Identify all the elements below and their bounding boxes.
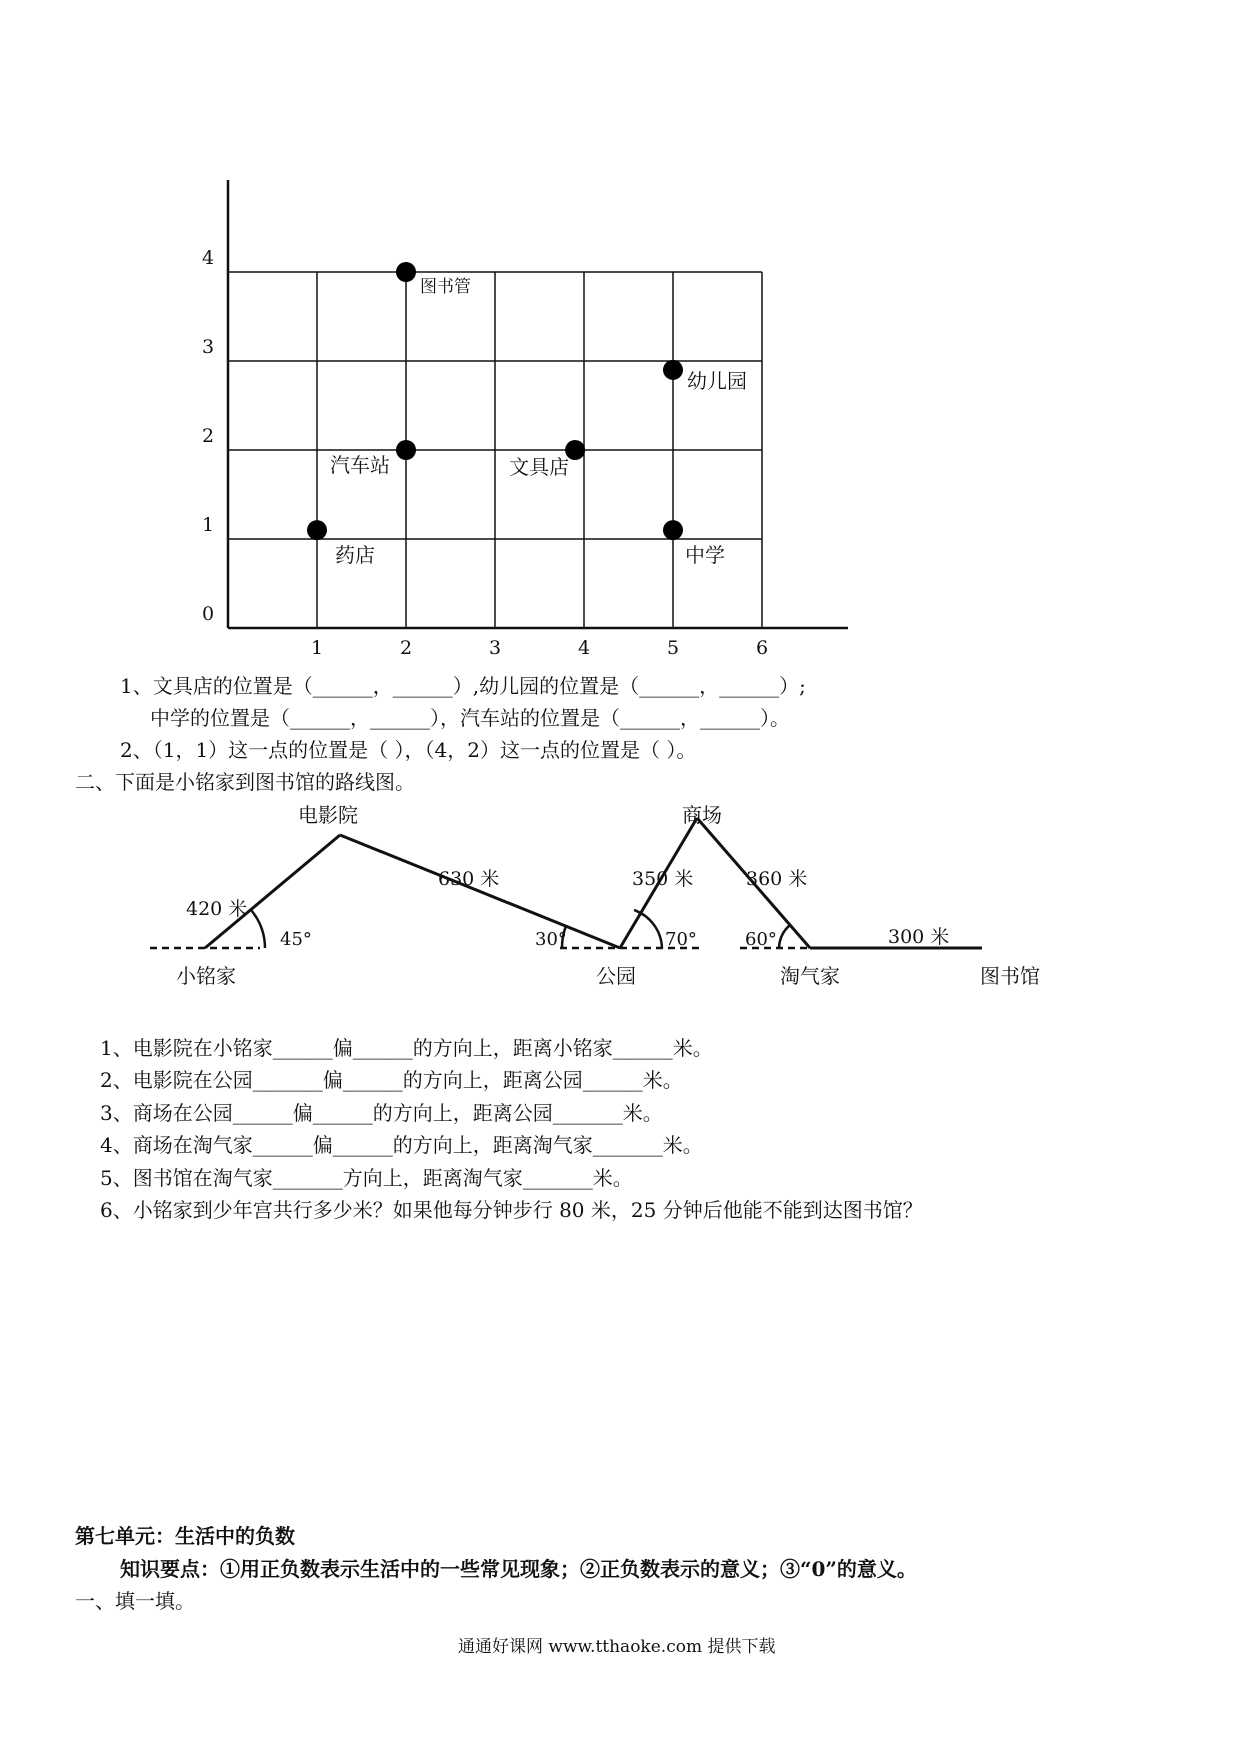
route-home-cinema	[205, 835, 340, 948]
label-home: 小铭家	[176, 964, 236, 988]
route-question-5: 5、图书馆在淘气家_______方向上，距离淘气家_______米。	[100, 1166, 633, 1190]
x-tick-label: 4	[578, 637, 591, 659]
distance-350: 350 米	[632, 868, 694, 890]
q1-line2: 中学的位置是（______，______），汽车站的位置是（______，______）。	[150, 706, 790, 730]
unit7-key-points: 知识要点：①用正负数表示生活中的一些常见现象；②正负数表示的意义；③“0”的意义。	[120, 1557, 917, 1581]
y-tick-label: 4	[202, 247, 215, 269]
route-question-6: 6、小铭家到少年宫共行多少米？如果他每分钟步行 80 米，25 分钟后他能不能到达图书馆？	[100, 1198, 923, 1222]
point-label: 图书管	[420, 277, 471, 297]
route-question-4: 4、商场在淘气家______偏______的方向上，距离淘气家_______米。	[100, 1133, 703, 1157]
label-library: 图书馆	[980, 964, 1040, 988]
q1-line1: 1、文具店的位置是（______，______）,幼儿园的位置是（______，______）;	[120, 674, 806, 698]
x-tick-label: 6	[756, 637, 769, 659]
y-tick-label: 3	[202, 336, 215, 358]
route-question-1: 1、电影院在小铭家______偏______的方向上，距离小铭家______米。	[100, 1036, 713, 1060]
angle-arc-45	[251, 910, 265, 948]
route-question-2: 2、电影院在公园_______偏______的方向上，距离公园______米。	[100, 1068, 683, 1092]
point-label: 中学	[685, 543, 725, 568]
angle-45: 45°	[280, 929, 312, 950]
angle-70: 70°	[665, 929, 697, 950]
x-tick-label: 3	[489, 637, 502, 659]
point-label: 汽车站	[330, 453, 390, 477]
angle-30: 30°	[535, 929, 567, 950]
point-label: 文具店	[509, 455, 570, 479]
route-cinema-park	[340, 835, 620, 948]
q2: 2、（1，1）这一点的位置是（ ），（4，2）这一点的位置是（ ）。	[120, 738, 697, 762]
route-question-3: 3、商场在公园______偏______的方向上，距离公园_______米。	[100, 1101, 663, 1125]
angle-60: 60°	[745, 929, 777, 950]
distance-300: 300 米	[888, 926, 950, 948]
angle-arc-60	[779, 925, 790, 948]
label-cinema: 电影院	[298, 803, 358, 827]
distance-360: 360 米	[746, 868, 808, 890]
point-label: 药店	[335, 543, 375, 568]
x-tick-label: 1	[311, 637, 324, 659]
y-tick-label: 0	[202, 603, 215, 625]
x-tick-label: 2	[400, 637, 413, 659]
section2-heading: 二、下面是小铭家到图书馆的路线图。	[75, 770, 415, 794]
unit7-fill-heading: 一、填一填。	[75, 1589, 195, 1613]
label-taoqi: 淘气家	[780, 964, 840, 988]
y-tick-label: 1	[202, 514, 215, 536]
unit7-title: 第七单元：生活中的负数	[75, 1524, 295, 1548]
label-mall: 商场	[682, 803, 722, 827]
point-label: 幼儿园	[687, 368, 747, 393]
distance-420: 420 米	[186, 898, 248, 920]
footer: 通通好课网 www.tthaoke.com 提供下载	[458, 1637, 776, 1657]
x-tick-label: 5	[667, 637, 680, 659]
y-tick-label: 2	[202, 425, 215, 447]
label-park: 公园	[596, 964, 636, 988]
distance-630: 630 米	[438, 868, 500, 890]
